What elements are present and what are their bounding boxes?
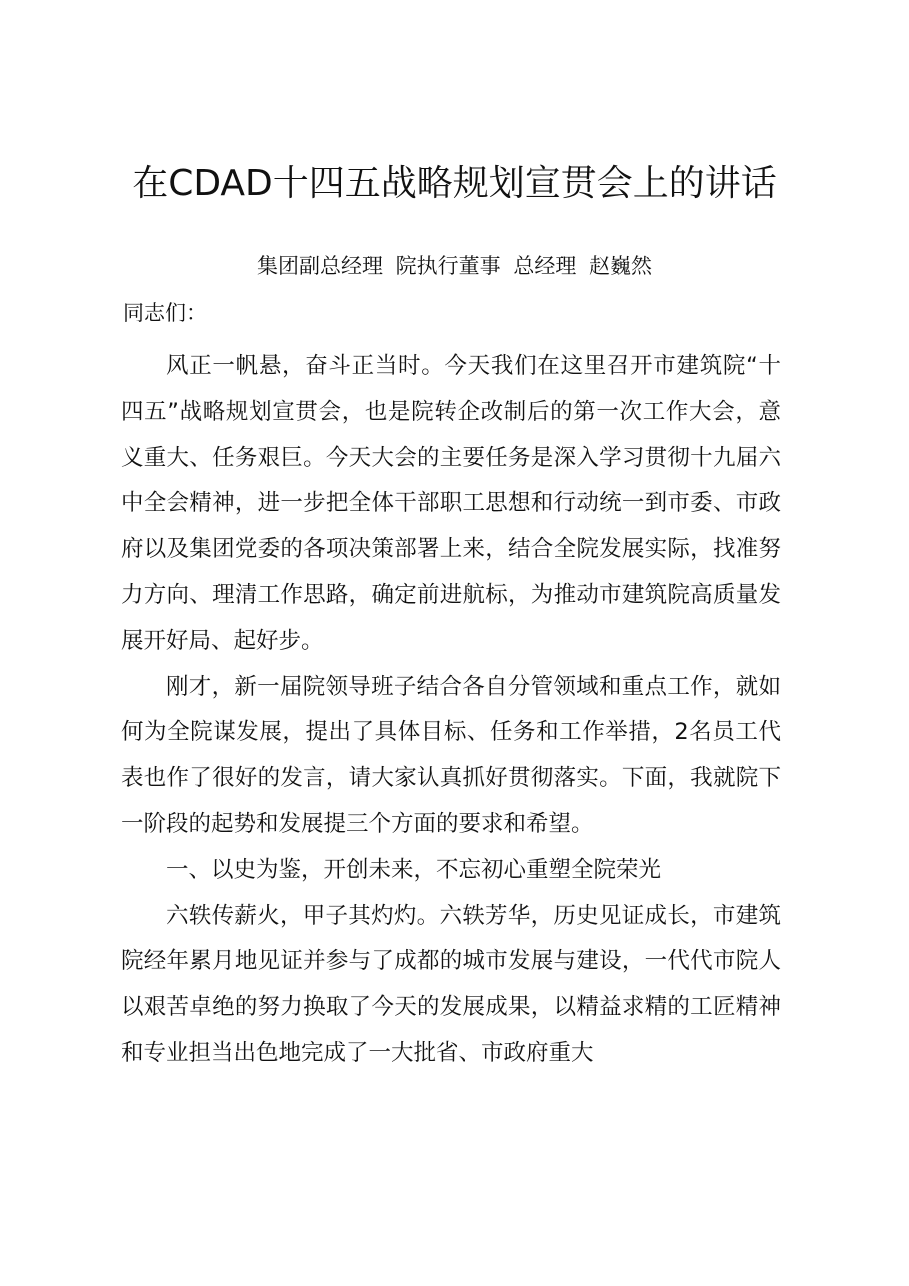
salutation: 同志们： <box>123 301 207 325</box>
speech-body <box>121 344 781 1077</box>
section-heading-1: 一、以史为鉴，开创未来，不忘初心重塑全院荣光 <box>166 856 662 883</box>
paragraph-history: 六轶传薪火，甲子其灼灼。六轶芳华，历史见证成长，市建筑院经年累月地见证并参与了成都的城市发展与建设，一代代市院人以艰苦卓绝的努力换取了今天的发展成果，以精益求精的工匠精神和专业担当出色地完成了一大批省、市政府重大 <box>121 902 781 1066</box>
paragraph-requirements: 刚才，新一届院领导班子结合各自分管领域和重点工作，就如何为全院谋发展，提出了具体目标、任务和工作举措，2名员工代表也作了很好的发言，请大家认真抓好贯彻落实。下面，我就院下一阶段的起势和发展提三个方面的要求和希望。 <box>121 673 781 837</box>
speaker-byline: 集团副总经理 院执行董事 总经理 赵巍然 <box>256 254 653 278</box>
document-title: 在CDAD十四五战略规划宣贯会上的讲话 <box>132 163 777 204</box>
paragraph-opening: 风正一帆悬，奋斗正当时。今天我们在这里召开市建筑院“十四五”战略规划宣贯会，也是院转企改制后的第一次工作大会，意义重大、任务艰巨。今天大会的主要任务是深入学习贯彻十九届六中全会精神，进一步把全体干部职工思想和行动统一到市委、市政府以及集团党委的各项决策部署上来，结合全院发展实际，找准努力方向、理清工作思路，确定前进航标，为推动市建筑院高质量发展开好局、起好步。 <box>121 353 781 654</box>
